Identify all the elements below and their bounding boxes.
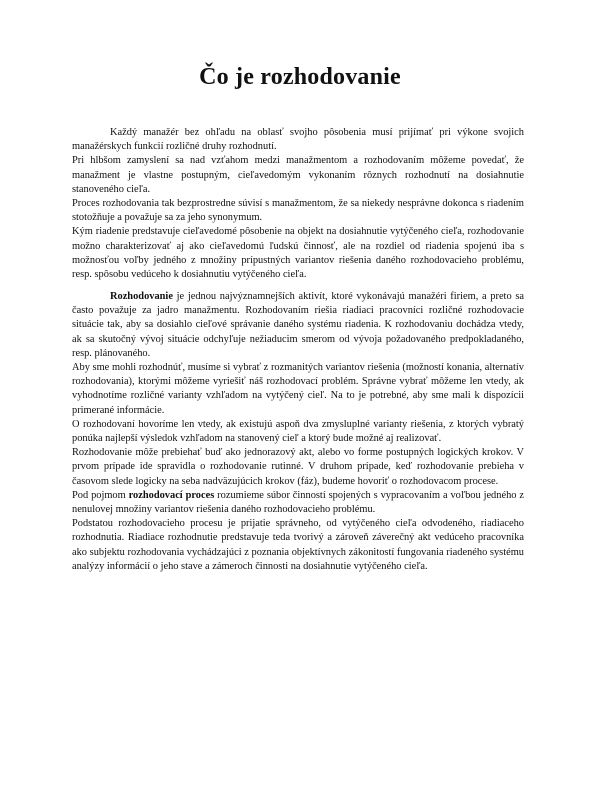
paragraph-text: Pod pojmom xyxy=(72,489,129,501)
paragraph: Proces rozhodovania tak bezprostredne súvisí s manažmentom, že sa niekedy nesprávne dokonca s riadením stotožňuje a považuje sa za jeho synonymum. xyxy=(72,198,524,224)
paragraph: Každý manažér bez ohľadu na oblasť svojho pôsobenia musí prijímať pri výkone svojich manažérskych funkcií rozličné druhy rozhodnutí. xyxy=(72,127,524,153)
decision-section xyxy=(72,290,524,574)
paragraph xyxy=(72,489,524,517)
intro-section xyxy=(72,126,524,282)
paragraph: Podstatou rozhodovacieho procesu je prijatie správneho, od vytýčeného cieľa odvodeného, riadiaceho rozhodnutia. Riadiace rozhodnutie predstavuje teda tvorivý a zároveň záverečný akt vedúceho pracovníka ako subjektu rozhodovania vychádzajúci z poznania objektívnych zákonitostí fungovania riadeného systému analýzy informácií o jeho stave a zámeroch činnosti na dosiahnutie vytýčeného cieľa. xyxy=(72,518,524,572)
paragraph: Rozhodovanie môže prebiehať buď ako jednorazový akt, alebo vo forme postupných logických krokov. V prvom prípade ide spravidla o rozhodovanie rutinné. V druhom prípade, keď rozhodovanie prebieha v časovom slede logicky na seba nadväzujúcich krokov (fáz), budeme hovoriť o rozhodovacom procese. xyxy=(72,447,524,487)
paragraph: Kým riadenie predstavuje cieľavedomé pôsobenie na objekt na dosiahnutie vytýčeného cieľa, rozhodovanie možno charakterizovať aj ako cieľavedomú ľudskú činnosť, ale na rozdiel od riadenia spojenú iba s možnosťou voľby jedného z množiny prípustných variantov riešenia daného rozhodovacieho problému, resp. spôsobu vedúceho k dosiahnutiu vytýčeného cieľa. xyxy=(72,226,524,281)
paragraph: O rozhodovaní hovoríme len vtedy, ak existujú aspoň dva zmysluplné varianty riešenia, z ktorých vybratý ponúka najlepší výsledok vzhľadom na stanovený cieľ a ktorý bude možné aj realizovať. xyxy=(72,418,524,445)
paragraph xyxy=(72,290,524,361)
paragraph-text: je jednou najvýznamnejších aktivít, ktoré vykonávajú manažéri firiem, a preto sa často považuje za jadro manažmentu. Rozhodovaním riešia riadiaci pracovníci rozličné rozhodovacie situácie tak, aby sa dosiahlo cieľové správanie daného systému riadenia. K rozhodovaniu dochádza vtedy, ak sa skutočný vývoj situácie odchyľuje nežiaducim smerom od vývoja požadovaného predpokladaného, resp. plánovaného. xyxy=(72,291,524,359)
page-title: Čo je rozhodovanie xyxy=(199,64,401,90)
paragraph: Pri hlbšom zamyslení sa nad vzťahom medzi manažmentom a rozhodovaním môžeme povedať, že manažment je vlastne postupným, cieľavedomým vykonaním rôznych rozhodnutí na dosiahnutie stanoveného cieľa. xyxy=(72,155,524,195)
bold-term: rozhodovací proces xyxy=(128,489,215,501)
paragraph: Aby sme mohli rozhodnúť, musíme si vybrať z rozmanitých variantov riešenia (možností konania, alternatív rozhodovania), ktorými môžeme vyriešiť náš rozhodovací problém. Správne vybrať môžeme len vtedy, ak vyhodnotíme rozličné varianty vzhľadom na vytýčený cieľ. Na to je potrebné, aby sme mali k dispozícii primerané informácie. xyxy=(72,362,524,416)
paragraph-text: rozumieme súbor činností spojených s vypracovaním a voľbou jedného z nenulovej množiny variantov riešenia daného rozhodovacieho problému. xyxy=(72,489,524,516)
bold-term: Rozhodovanie xyxy=(110,291,173,302)
